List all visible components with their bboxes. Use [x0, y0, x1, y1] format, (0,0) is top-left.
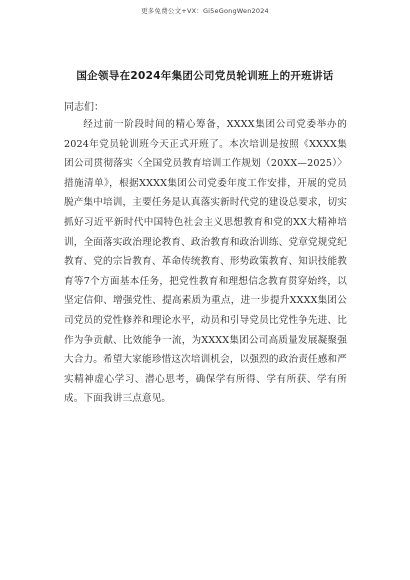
header-note: 更多免费公文+VX：Gi5eGongWen2024 [141, 7, 269, 15]
document-title: 国企领导在2024年集团公司党员轮训班上的开班讲话 [76, 70, 334, 82]
salutation: 同志们： [64, 102, 104, 113]
body-paragraph: 经过前一阶段时间的精心筹备，XXXX集团公司党委举办的2024年党员轮训班今天正式开班了。本次培训是按照《XXXX集团公司贯彻落实〈全国党员教育培训工作规划（20XX—2025）〉措施清单》，根据XXXX集团公司党委年度工作安排，开展的党员脱产集中培训，主要任务是认真落实新时代党的建设总要求，切实抓好习近平新时代中国特色社会主义思想教育和党的XX大精神培训，全面落实政治理论教育、政治教育和政治训练、党章党规党纪教育、党的宗旨教育、革命传统教育、形势政策教育、知识技能教育等7个方面基本任务，把党性教育和理想信念教育贯穿始终，以坚定信仰、增强党性、提高素质为重点，进一步提升XXXX集团公司党员的党性修养和理论水平，动员和引导党员比党性争先进、比作为争贡献、比效能争一流，为XXXX集团公司高质量发展凝聚强大合力。希望大家能珍惜这次培训机会，以强烈的政治责任感和严实精神虚心学习、潜心思考，确保学有所得、学有所获、学有所成。下面我讲三点意见。 [64, 119, 347, 405]
